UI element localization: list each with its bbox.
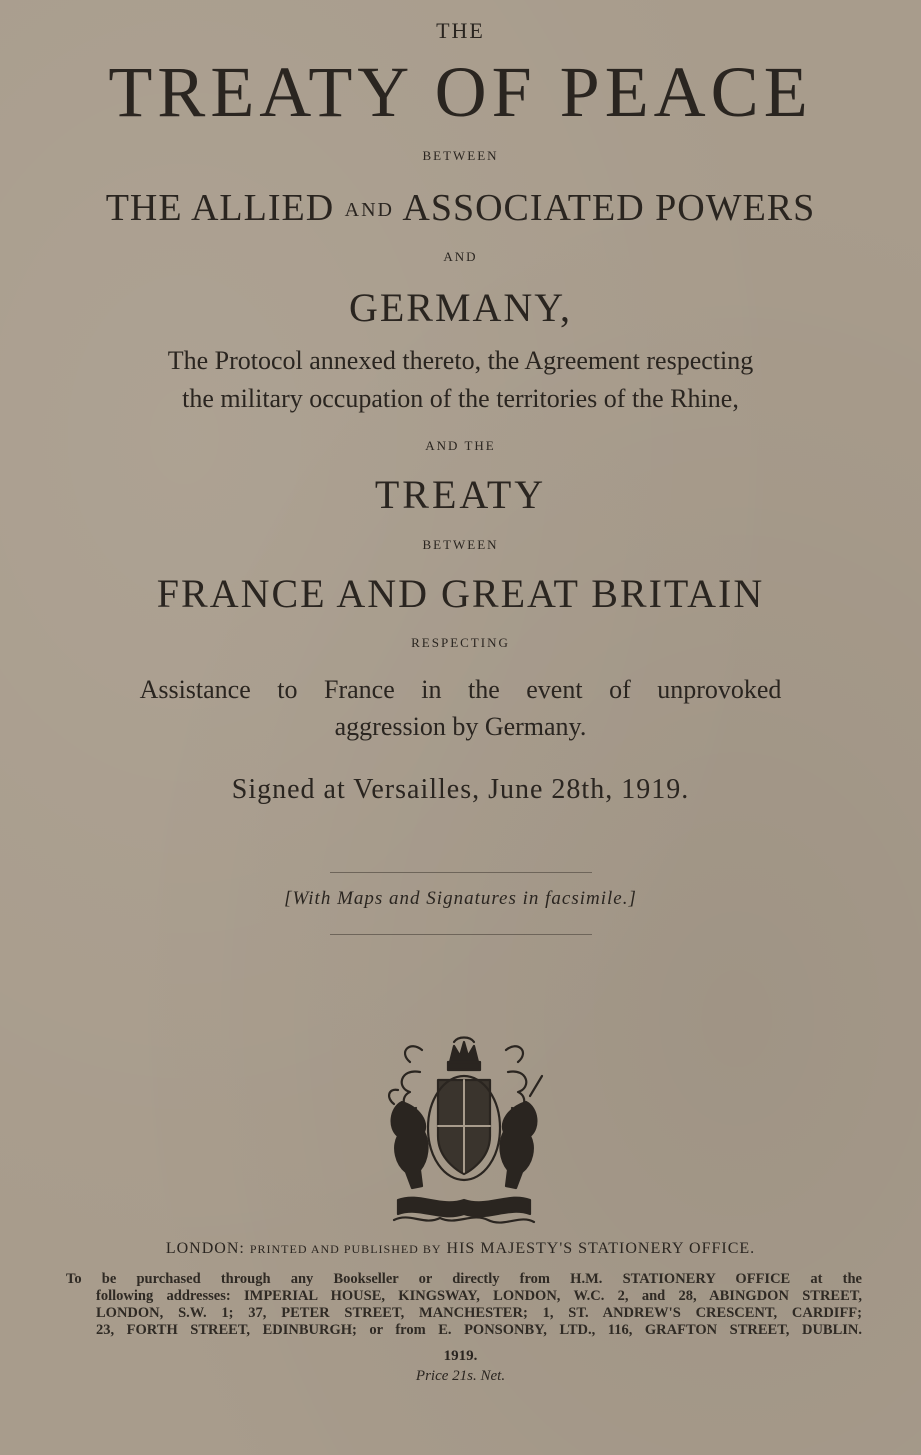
assistance-word: of: [609, 675, 631, 704]
facsimile-note: [With Maps and Signatures in facsimile.]: [284, 888, 637, 909]
assistance-word: unprovoked: [657, 675, 782, 704]
assistance-word: Assistance: [139, 675, 251, 704]
purchase-line: 23, FORTH STREET, EDINBURGH; or from E. PONSONBY, LTD., 116, GRAFTON STREET, DUBLIN.: [96, 1322, 862, 1338]
parties-associated: ASSOCIATED POWERS: [402, 187, 816, 229]
assistance-line-2: aggression by Germany.: [334, 712, 587, 741]
purchase-line: following addresses: IMPERIAL HOUSE, KINGSWAY, LONDON, W.C. 2, and 28, ABINGDON STREET,: [96, 1288, 862, 1304]
imprint-london: LONDON:: [165, 1240, 245, 1257]
parties-heading: [0, 186, 921, 232]
purchase-line: To be purchased through any Bookseller or directly from H.M. STATIONERY OFFICE at the: [66, 1271, 862, 1287]
and-label: AND: [443, 249, 478, 264]
price-line: Price 21s. Net.: [415, 1368, 506, 1384]
and-the-label: AND THE: [425, 438, 496, 453]
between-label-2: BETWEEN: [422, 537, 499, 552]
assistance-word: to: [277, 675, 298, 704]
imprint-office: HIS MAJESTY'S STATIONERY OFFICE.: [446, 1240, 756, 1257]
parties-and: AND: [344, 199, 394, 221]
respecting-label: RESPECTING: [411, 635, 510, 650]
assistance-word: in: [421, 675, 442, 704]
divider-bottom: [330, 934, 592, 935]
assistance-line-1: [0, 674, 921, 706]
assistance-word: event: [526, 675, 583, 704]
imprint-line: [0, 1240, 921, 1258]
imprint-printed: PRINTED AND PUBLISHED BY: [249, 1242, 442, 1256]
assistance-word: the: [467, 675, 500, 704]
treaty-heading: TREATY: [374, 472, 547, 517]
assistance-word: France: [324, 675, 395, 704]
signed-line: Signed at Versailles, June 28th, 1919.: [231, 774, 690, 805]
between-label-1: BETWEEN: [422, 148, 499, 163]
royal-coat-of-arms-icon: [380, 1032, 548, 1228]
protocol-line-1: The Protocol annexed thereto, the Agreement respecting: [167, 346, 754, 375]
divider-top: [330, 872, 592, 873]
france-britain-heading: FRANCE AND GREAT BRITAIN: [156, 571, 765, 616]
purchase-line: LONDON, S.W. 1; 37, PETER STREET, MANCHESTER; 1, ST. ANDREW'S CRESCENT, CARDIFF;: [96, 1305, 862, 1321]
title-prefix: THE: [436, 18, 485, 43]
parties-allied: THE ALLIED: [105, 187, 335, 229]
protocol-line-2: the military occupation of the territories of the Rhine,: [182, 384, 739, 413]
purchase-addresses: [66, 1271, 862, 1339]
publication-year: 1919.: [443, 1348, 478, 1364]
germany-heading: GERMANY,: [348, 285, 573, 330]
main-title: TREATY OF PEACE: [108, 52, 813, 132]
